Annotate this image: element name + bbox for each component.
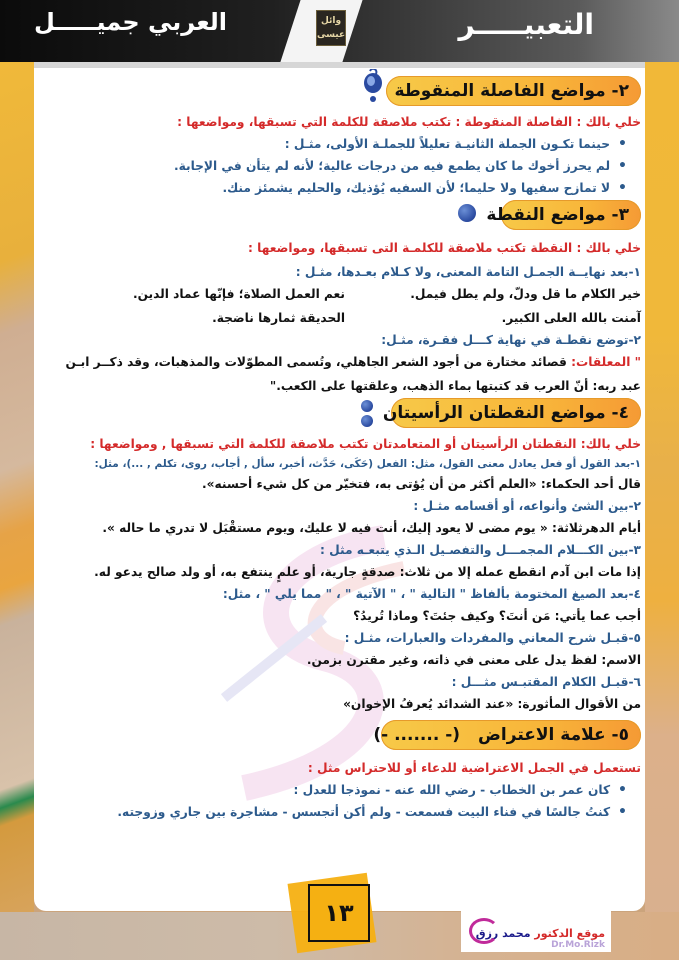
section-title: ٢- مواضع الفاصلة المنقوطة [394,81,629,101]
quote-label: " المعلقات: [571,355,641,369]
list-item: • كان عمر بن الخطاب - رضي الله عنه - نموذجا للعدل : [293,780,627,800]
semicolon-icon [362,75,384,107]
swoosh-icon [469,918,499,944]
quote-line: عبد ربه: أنّ العرب قد كتبتها بماء الذهب، وعلقتها على الكعب." [269,379,641,393]
dash-mark-icon: (- ....... -) [373,725,461,745]
example-text: إذا مات ابن آدم انقطع عمله إلا من ثلاث: صدقةٍ جارية، أو علمٍ ينتفع به، أو ولد صالح يدعو له. [94,565,641,579]
subheading: ١-بعد نهايــة الجمـل التامة المعنى، ولا كـلام بعـدها، مثـل : [295,265,641,279]
example-text: أجب عما يأتي: مَن أنتَ؟ وكيف جئتَ؟ وماذا تُريدُ؟ [353,609,641,623]
subheading: ٦-قبـل الكلام المقتبـس مثـــل : [451,675,641,689]
section-heading-period [486,200,641,230]
list-item: • حينما تكـون الجملة الثانيـة تعليلاً للجملـة الأولى، مثـل : [285,134,627,154]
subheading: ٣-بين الكـــلام المجمـــل والتفصـيل الـذي يتبعـه مثل : [320,543,641,557]
example-text: نعم العمل الصلاة؛ فإنّها عماد الدين. [132,287,345,301]
section-note: خلي بالك : الفاصلة المنقوطة : تكتب ملاصقة للكلمة التي تسبقها، ومواضعها : [177,115,641,129]
colon-icon [361,400,373,427]
section-heading-semicolon [386,76,641,106]
section-heading-colon [382,398,641,428]
subheading: ٥-قبـل شرح المعاني والمفردات والعبارات، مثـل : [344,631,641,645]
example-text: من الأقوال المأثورة: «عند الشدائد يُعرفُ الإخوان» [343,697,641,711]
list-item: • لا تمازح سفيها ولا حليما؛ لأن السفيه يُؤذيك، والحليم يشمئز منك. [222,178,627,198]
author-logo: وائل عيسى [316,10,346,46]
section-title: ٥- علامة الاعتراض [478,725,629,745]
site-name-english: Dr.Mo.Rizk [551,940,605,950]
quote-line [66,352,642,372]
page-header [0,0,679,62]
subheading: ٢-توضع نقطـة في نهاية كـــل فقـرة، مثـل: [381,333,641,347]
section-heading-parenthetical [373,720,641,750]
series-title: العربي جميـــــل [34,8,227,36]
example-text: خير الكلام ما قل ودلّ، ولم يطل فيمل. [410,287,641,301]
example-text: الحديقة ثمارها ناضجة. [212,311,345,325]
example-text: الاسم: لفظ يدل على معنى في ذاته، وغير مقترن بزمن. [306,653,641,667]
site-name-part2: محمد رزق [475,927,531,940]
subheading: ٢-بين الشئ وأنواعه، أو أقسامه مثـل : [413,499,641,513]
background-right-decoration [645,62,679,960]
example-text: آمنت بالله العلى الكبير. [501,311,641,325]
list-item: • كنتُ جالسًا في فناء البيت فسمعت - ولم أكن أتجسس - مشاجرة بين جاري وزوجته. [117,802,627,822]
period-icon [458,204,476,226]
quote-text: قصائد مختارة من أجود الشعر الجاهلي، وتُسمى المطوّلات والمذهبات، وقد ذكــر ابـن [65,355,567,369]
section-note: تستعمل في الجمل الاعتراضية للدعاء أو للاحتراس مثل : [307,761,641,775]
background-left-decoration [0,62,34,960]
section-note: خلي بالك : النقطة تكتب ملاصقة للكلمـة التى تسبقها، ومواضعها : [248,241,641,255]
subheading: ٤-بعد الصيغ المختومة بألفاظ " التالية " ، " الآتية " ، " مما يلي " ، مثل: [222,587,641,601]
example-text: أيام الدهرثلاثة: « يوم مضى لا يعود إليك، أنت فيه لا عليك، ويوم مستقْبَل لا تدري ما حاله ». [102,521,641,535]
section-note: خلي بالك: النقطتان الرأسيتان أو المتعامدتان تكتب ملاصقة للكلمة التي تسبقها , ومواضعها : [90,437,641,451]
page-title: التعبيـــــر [458,8,594,41]
page-number: ١٣ [308,884,370,942]
site-name-part1: موقع الدكتور [534,927,605,940]
site-logo [461,910,611,952]
section-title: ٤- مواضع النقطتان الرأسيتان [382,403,629,423]
content-card [34,68,645,911]
example-text: قال أحد الحكماء: «العلم أكثر من أن يُؤتى به، فتخيّر من كل شيء أحسنه». [202,477,641,491]
subheading: ١-بعد القول أو فعل يعادل معنى القول، مثل: الفعل (حَكَى، حَدَّث، أخبر، سأل , أجاب، روى، تكلم , ...)، مثل: [94,458,641,470]
section-title: ٣- مواضع النقطة [486,205,629,225]
list-item: • لم يحرز أخوك ما كان يطمع فيه من درجات عالية؛ لأنه لم يتأن في الإجابة. [174,156,627,176]
